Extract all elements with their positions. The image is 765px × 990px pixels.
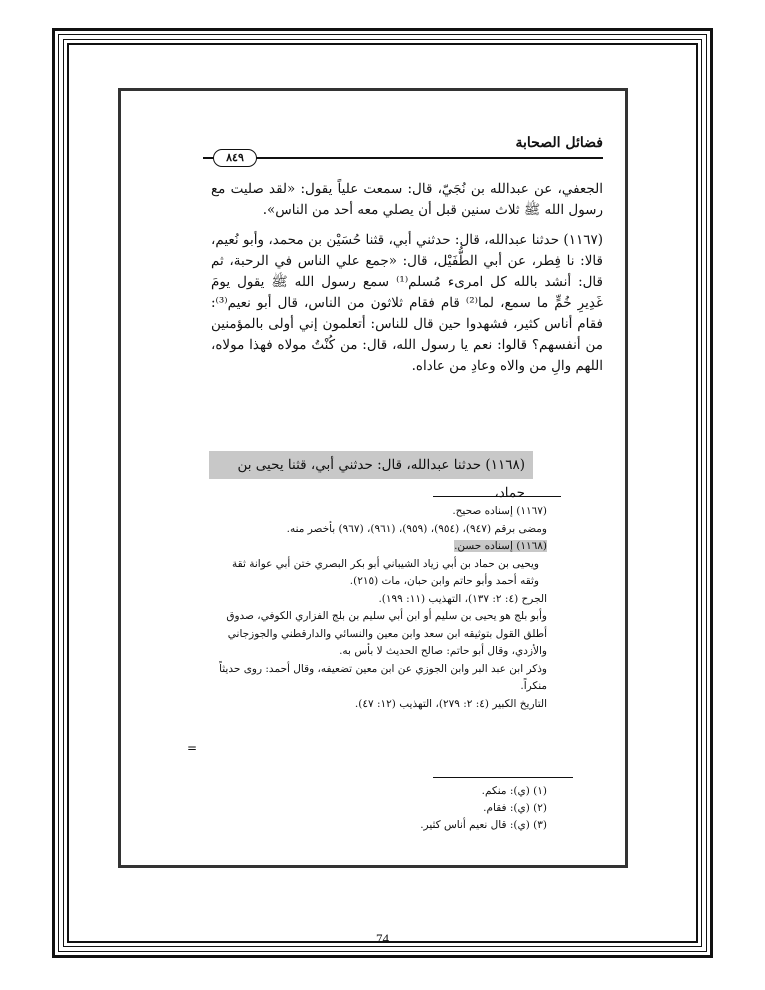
page-number-badge: ٨٤٩ bbox=[213, 149, 257, 167]
note-abu-balj: وأبو بلج هو يحيى بن سليم أو ابن أبي سليم بن بلج الفزاري الكوفي، صدوق أطلق القول بتوثيقه ابن سعد وابن معين والنسائي والدارقطني والجوزجاني والأزدي، وقال أبو حاتم: صالح الحديث لا بأس به. bbox=[226, 610, 547, 657]
note-ibn-abd-albarr: وذكر ابن عبد البر وابن الجوزي عن ابن معين تضعيفه، وقال أحمد: روى حديثاً منكراً. bbox=[219, 662, 547, 692]
note-jarh: الجرح (٤: ٢: ١٣٧)، التهذيب (١١: ١٩٩). bbox=[378, 592, 547, 605]
main-text bbox=[211, 179, 603, 386]
note-yahya: ويحيى بن حماد بن أبي زياد الشيباني أبو بكر البصري ختن أبي عوانة ثقة وثقه أحمد وأبو حاتم وابن حبان، مات (٢١٥). bbox=[232, 557, 539, 587]
footnotes bbox=[271, 783, 547, 834]
paragraph-1: الجعفي، عن عبدالله بن نُجَيّ، قال: سمعت علياً يقول: «لقد صليت مع رسول الله ﷺ ثلاث سنين قبل أن يصلي معه أحد من الناس». bbox=[211, 181, 603, 218]
footnote-1: (١) (ي): منكم. bbox=[481, 785, 547, 797]
note-1167: (١١٦٧) إسناده صحيح. bbox=[452, 505, 547, 517]
scanned-page bbox=[118, 88, 628, 868]
hadith-1167: (١١٦٧) حدثنا عبدالله، قال: حدثني أبي، قثنا حُسَيْن بن محمد، وأبو نُعيم، قالا: نا فِطر، عن أبي الطُّفَيْل، قال: «جمع علي الناس في الرحبة، ثم قال: أنشد بالله كل امرىء مُسلم⁽¹⁾ سمع رسول الله ﷺ يقول يومَ غَدِيرِ خُمٍّ ما سمع، لما⁽²⁾ قام فقام ثلاثون من الناس، قال أبو نعيم⁽³⁾: فقام أناس كثير، فشهدوا حين قال للناس: أتعلمون إني أولى بالمؤمنين من أنفسهم؟ قالوا: نعم يا رسول الله، قال: من كُنْتُ مولاه فهذا مولاه، اللهم والِ من والاه وعادِ من عاداه. bbox=[211, 232, 604, 374]
header-rule bbox=[203, 157, 603, 159]
footnotes-rule bbox=[433, 777, 573, 778]
page-number: 74 bbox=[376, 931, 389, 946]
continuation-mark: = bbox=[187, 741, 198, 755]
notes-rule bbox=[433, 496, 561, 497]
hadith-1168-highlight: (١١٦٨) حدثنا عبدالله، قال: حدثني أبي، قثنا يحيى بن حماد، bbox=[209, 451, 533, 479]
note-refs: ومضى برقم (٩٤٧)، (٩٥٤)، (٩٥٩)، (٩٦١)، (٩٦٧) بأخصر منه. bbox=[286, 522, 547, 535]
commentary-notes bbox=[213, 503, 547, 713]
running-head: فضائل الصحابة bbox=[515, 135, 603, 151]
footnote-3: (٣) (ي): قال نعيم أناس كثير. bbox=[420, 819, 547, 831]
footnote-2: (٢) (ي): فقام. bbox=[483, 802, 547, 814]
note-tarikh: التاريخ الكبير (٤: ٢: ٢٧٩)، التهذيب (١٢: ٤٧). bbox=[354, 697, 547, 710]
note-1168: (١١٦٨) إسناده حسن. bbox=[454, 540, 547, 552]
